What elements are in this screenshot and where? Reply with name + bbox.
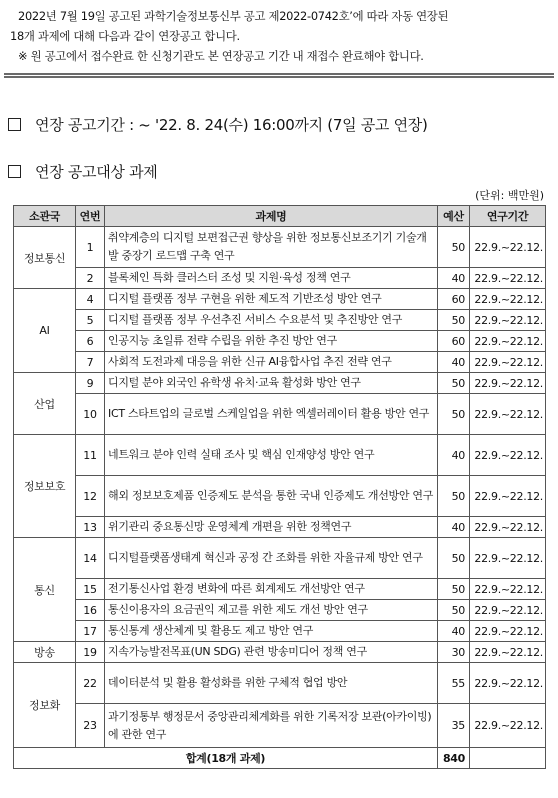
budget-cell: 50 <box>438 310 470 331</box>
total-label: 합계(18개 과제) <box>14 748 438 769</box>
table-row <box>14 517 546 538</box>
title-cell: 디지털플랫폼생태계 혁신과 공정 간 조화를 위한 자율규제 방안 연구 <box>105 538 438 579</box>
number-cell: 14 <box>76 538 105 579</box>
budget-cell: 50 <box>438 538 470 579</box>
period-cell: 22.9.~22.12. <box>470 394 546 435</box>
section-period-text: 연장 공고기간 : ~ '22. 8. 24(수) 16:00까지 (7일 공고 연장) <box>35 116 428 134</box>
header-number: 연번 <box>76 206 105 227</box>
checkbox-square-icon <box>8 118 21 131</box>
number-cell: 1 <box>76 227 105 268</box>
budget-cell: 30 <box>438 642 470 663</box>
budget-cell: 50 <box>438 476 470 517</box>
period-cell: 22.9.~22.12. <box>470 227 546 268</box>
period-cell: 22.9.~22.12. <box>470 663 546 704</box>
number-cell: 10 <box>76 394 105 435</box>
header-department: 소관국 <box>14 206 76 227</box>
number-cell: 5 <box>76 310 105 331</box>
table-row <box>14 310 546 331</box>
table-row <box>14 394 546 435</box>
budget-cell: 60 <box>438 289 470 310</box>
total-row <box>14 748 546 769</box>
period-cell: 22.9.~22.12. <box>470 476 546 517</box>
table-row <box>14 538 546 579</box>
title-cell: 취약계층의 디지털 보편접근권 향상을 위한 정보통신보조기기 기술개발 중장기 로드맵 구축 연구 <box>105 227 438 268</box>
number-cell: 7 <box>76 352 105 373</box>
budget-cell: 50 <box>438 394 470 435</box>
period-cell: 22.9.~22.12. <box>470 331 546 352</box>
title-cell: 전기통신사업 환경 변화에 따른 회계제도 개선방안 연구 <box>105 579 438 600</box>
budget-cell: 40 <box>438 268 470 289</box>
period-cell: 22.9.~22.12. <box>470 621 546 642</box>
title-cell: 위기관리 중요통신망 운영체계 개편을 위한 정책연구 <box>105 517 438 538</box>
department-cell: 정보화 <box>14 663 76 748</box>
table-row <box>14 476 546 517</box>
department-cell: AI <box>14 289 76 373</box>
number-cell: 16 <box>76 600 105 621</box>
number-cell: 23 <box>76 704 105 748</box>
period-cell: 22.9.~22.12. <box>470 579 546 600</box>
period-cell: 22.9.~22.12. <box>470 642 546 663</box>
table-row <box>14 227 546 268</box>
title-cell: 디지털 플랫폼 정부 우선추진 서비스 수요분석 및 추진방안 연구 <box>105 310 438 331</box>
number-cell: 17 <box>76 621 105 642</box>
header-title: 과제명 <box>105 206 438 227</box>
table-row <box>14 642 546 663</box>
table-row <box>14 621 546 642</box>
budget-cell: 40 <box>438 352 470 373</box>
number-cell: 19 <box>76 642 105 663</box>
intro-paragraph <box>10 6 548 66</box>
title-cell: 디지털 분야 외국인 유학생 유치·교육 활성화 방안 연구 <box>105 373 438 394</box>
period-cell: 22.9.~22.12. <box>470 600 546 621</box>
total-period-empty <box>470 748 546 769</box>
department-cell: 방송 <box>14 642 76 663</box>
table-row <box>14 704 546 748</box>
period-cell: 22.9.~22.12. <box>470 310 546 331</box>
period-cell: 22.9.~22.12. <box>470 538 546 579</box>
divider-bottom <box>4 76 554 78</box>
number-cell: 15 <box>76 579 105 600</box>
table-row <box>14 600 546 621</box>
section-target-heading <box>8 161 157 182</box>
intro-line-2: 18개 과제에 대해 다음과 같이 연장공고 합니다. <box>10 29 240 43</box>
total-budget: 840 <box>438 748 470 769</box>
table-row <box>14 268 546 289</box>
table-row <box>14 373 546 394</box>
budget-cell: 40 <box>438 621 470 642</box>
title-cell: 통신통계 생산체계 및 활용도 제고 방안 연구 <box>105 621 438 642</box>
department-cell: 정보통신 <box>14 227 76 289</box>
budget-cell: 50 <box>438 600 470 621</box>
title-cell: 디지털 플랫폼 정부 구현을 위한 제도적 기반조성 방안 연구 <box>105 289 438 310</box>
section-period-heading <box>8 114 428 135</box>
department-cell: 산업 <box>14 373 76 435</box>
table-row <box>14 579 546 600</box>
unit-label: (단위: 백만원) <box>475 189 544 202</box>
number-cell: 13 <box>76 517 105 538</box>
period-cell: 22.9.~22.12. <box>470 373 546 394</box>
period-cell: 22.9.~22.12. <box>470 268 546 289</box>
title-cell: 사회적 도전과제 대응을 위한 신규 AI융합사업 추진 전략 연구 <box>105 352 438 373</box>
table-header-row <box>14 206 546 227</box>
table-row <box>14 435 546 476</box>
number-cell: 9 <box>76 373 105 394</box>
divider-top <box>4 73 554 75</box>
intro-notice: ※ 원 공고에서 접수완료 한 신청기관도 본 연장공고 기간 내 재접수 완료해야 합니다. <box>18 49 424 63</box>
budget-cell: 50 <box>438 579 470 600</box>
project-table <box>13 205 546 769</box>
title-cell: 해외 정보보호제품 인증제도 분석을 통한 국내 인증제도 개선방안 연구 <box>105 476 438 517</box>
title-cell: 과기정통부 행정문서 중앙관리체계화를 위한 기록저장 보관(아카이빙)에 관한 연구 <box>105 704 438 748</box>
table-row <box>14 331 546 352</box>
number-cell: 22 <box>76 663 105 704</box>
title-cell: 인공지능 초일류 전략 수립을 위한 추진 방안 연구 <box>105 331 438 352</box>
number-cell: 2 <box>76 268 105 289</box>
period-cell: 22.9.~22.12. <box>470 435 546 476</box>
table-row <box>14 289 546 310</box>
budget-cell: 50 <box>438 373 470 394</box>
budget-cell: 55 <box>438 663 470 704</box>
title-cell: 블록체인 특화 클러스터 조성 및 지원·육성 정책 연구 <box>105 268 438 289</box>
title-cell: 통신이용자의 요금권익 제고를 위한 제도 개선 방안 연구 <box>105 600 438 621</box>
budget-cell: 40 <box>438 435 470 476</box>
table-row <box>14 352 546 373</box>
department-cell: 통신 <box>14 538 76 642</box>
title-cell: ICT 스타트업의 글로벌 스케일업을 위한 엑셀러레이터 활용 방안 연구 <box>105 394 438 435</box>
budget-cell: 60 <box>438 331 470 352</box>
checkbox-square-icon <box>8 165 21 178</box>
section-target-text: 연장 공고대상 과제 <box>35 163 158 181</box>
budget-cell: 40 <box>438 517 470 538</box>
period-cell: 22.9.~22.12. <box>470 704 546 748</box>
title-cell: 네트워크 분야 인력 실태 조사 및 핵심 인재양성 방안 연구 <box>105 435 438 476</box>
budget-cell: 50 <box>438 227 470 268</box>
header-budget: 예산 <box>438 206 470 227</box>
number-cell: 12 <box>76 476 105 517</box>
department-cell: 정보보호 <box>14 435 76 538</box>
budget-cell: 35 <box>438 704 470 748</box>
intro-line-1: 2022년 7월 19일 공고된 과학기술정보통신부 공고 제2022-0742호’에 따라 자동 연장된 <box>18 9 449 23</box>
period-cell: 22.9.~22.12. <box>470 352 546 373</box>
period-cell: 22.9.~22.12. <box>470 517 546 538</box>
number-cell: 11 <box>76 435 105 476</box>
title-cell: 데이터분석 및 활용 활성화를 위한 구체적 협업 방안 <box>105 663 438 704</box>
period-cell: 22.9.~22.12. <box>470 289 546 310</box>
number-cell: 6 <box>76 331 105 352</box>
header-period: 연구기간 <box>470 206 546 227</box>
number-cell: 4 <box>76 289 105 310</box>
title-cell: 지속가능발전목표(UN SDG) 관련 방송미디어 정책 연구 <box>105 642 438 663</box>
table-row <box>14 663 546 704</box>
table-body <box>14 227 546 769</box>
